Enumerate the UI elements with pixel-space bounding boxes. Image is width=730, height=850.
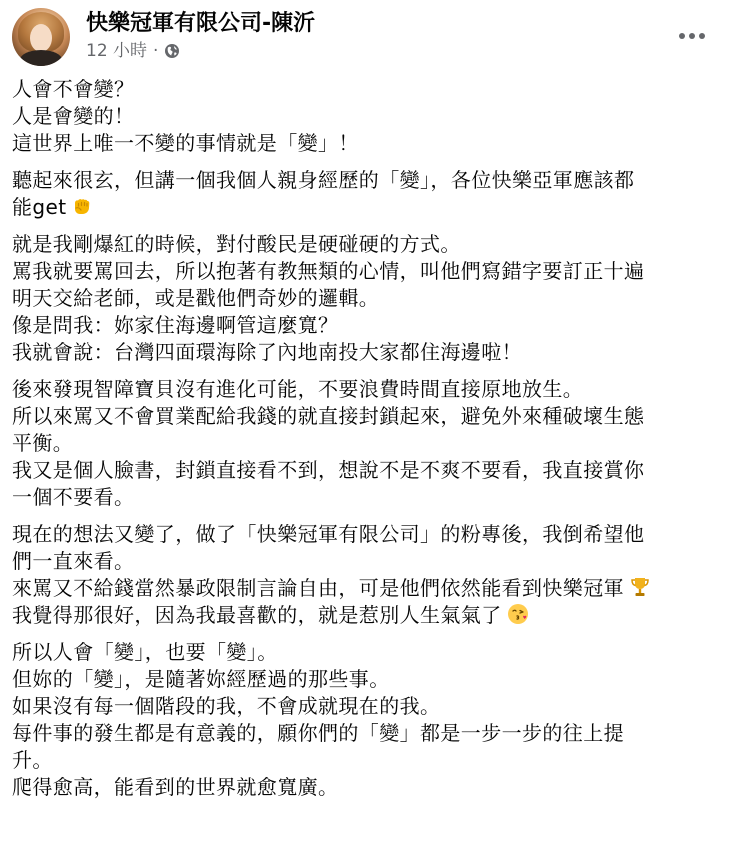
post-timestamp[interactable]: 12 小時 [86, 41, 148, 61]
post-text: 人是會變的！ [12, 104, 135, 128]
post-text-line [12, 403, 718, 430]
post-text-line [12, 774, 718, 801]
post-text-line [12, 548, 718, 575]
post-text: 我就會說：台灣四面環海除了內地南投大家都住海邊啦！ [12, 340, 522, 364]
post-text: 我又是個人臉書，封鎖直接看不到，想說不是不爽不要看，我直接賞你 [12, 458, 645, 482]
post-text: 像是問我：妳家住海邊啊管這麼寬？ [12, 313, 339, 337]
post-text-line [12, 376, 718, 403]
post-text-line [12, 167, 718, 194]
post-text: 爬得愈高，能看到的世界就愈寬廣。 [12, 775, 339, 799]
fist-bump-icon [70, 194, 94, 218]
post-body [12, 76, 718, 811]
post-text-line [12, 639, 718, 666]
more-options-button[interactable] [674, 22, 710, 50]
avatar-body [20, 50, 62, 66]
avatar[interactable] [12, 8, 70, 66]
post-paragraph [12, 167, 718, 221]
trophy-icon [628, 575, 652, 599]
post-text: 現在的想法又變了，做了「快樂冠軍有限公司」的粉專後，我倒希望他 [12, 522, 645, 546]
post-text: 所以來罵又不會買業配給我錢的就直接封鎖起來，避免外來種破壞生態 [12, 404, 645, 428]
post-text-line [12, 285, 718, 312]
more-dot [689, 33, 695, 39]
post-text-line [12, 666, 718, 693]
globe-icon[interactable] [164, 43, 180, 59]
post-text-line [12, 231, 718, 258]
post-text: 明天交給老師，或是戳他們奇妙的邏輯。 [12, 286, 380, 310]
post-text: 們一直來看。 [12, 549, 135, 573]
more-dot [699, 33, 705, 39]
post-header [12, 8, 718, 66]
post-text: 能get [12, 195, 67, 219]
post-text: 我覺得那很好，因為我最喜歡的，就是惹別人生氣氣了 [12, 603, 502, 627]
post-text-line [12, 258, 718, 285]
post-text: 人會不會變？ [12, 77, 135, 101]
post-text-line [12, 194, 718, 221]
meta-separator: · [153, 41, 159, 61]
post-text: 所以人會「變」，也要「變」。 [12, 640, 278, 664]
post-text: 一個不要看。 [12, 485, 135, 509]
post-text-line [12, 312, 718, 339]
page-name-link[interactable]: 快樂冠軍有限公司-陳沂 [86, 11, 316, 36]
post-text-line [12, 747, 718, 774]
post-text: 如果沒有每一個階段的我，不會成就現在的我。 [12, 694, 441, 718]
kissing-face-icon [506, 602, 530, 626]
post-text: 聽起來很玄，但講一個我個人親身經歷的「變」，各位快樂亞軍應該都 [12, 168, 635, 192]
post-text: 但妳的「變」，是隨著妳經歷過的那些事。 [12, 667, 390, 691]
post-text-line [12, 130, 718, 157]
post-text-line [12, 720, 718, 747]
post-text-line [12, 430, 718, 457]
post-text: 每件事的發生都是有意義的，願你們的「變」都是一步一步的往上提 [12, 721, 624, 745]
post-text: 後來發現智障寶貝沒有進化可能，不要浪費時間直接原地放生。 [12, 377, 584, 401]
post-text-line [12, 76, 718, 103]
post-text-line [12, 339, 718, 366]
post-text: 平衡。 [12, 431, 74, 455]
post-text-line [12, 103, 718, 130]
post-text-line [12, 484, 718, 511]
more-dot [679, 33, 685, 39]
post-text: 升。 [12, 748, 53, 772]
post-paragraph [12, 76, 718, 157]
post-paragraph [12, 639, 718, 801]
post-text-line [12, 575, 718, 602]
post-text-line [12, 602, 718, 629]
post-text-line [12, 457, 718, 484]
post-text: 來罵又不給錢當然暴政限制言論自由，可是他們依然能看到快樂冠軍 [12, 576, 624, 600]
post-text-line [12, 521, 718, 548]
avatar-face [30, 24, 52, 52]
post-text-line [12, 693, 718, 720]
post-paragraph [12, 231, 718, 366]
post-text: 就是我剛爆紅的時候，對付酸民是硬碰硬的方式。 [12, 232, 461, 256]
post-paragraph [12, 376, 718, 511]
post-paragraph [12, 521, 718, 629]
post-text: 這世界上唯一不變的事情就是「變」！ [12, 131, 359, 155]
post-text: 罵我就要罵回去，所以抱著有教無類的心情，叫他們寫錯字要訂正十遍 [12, 259, 645, 283]
post-meta [86, 40, 180, 62]
